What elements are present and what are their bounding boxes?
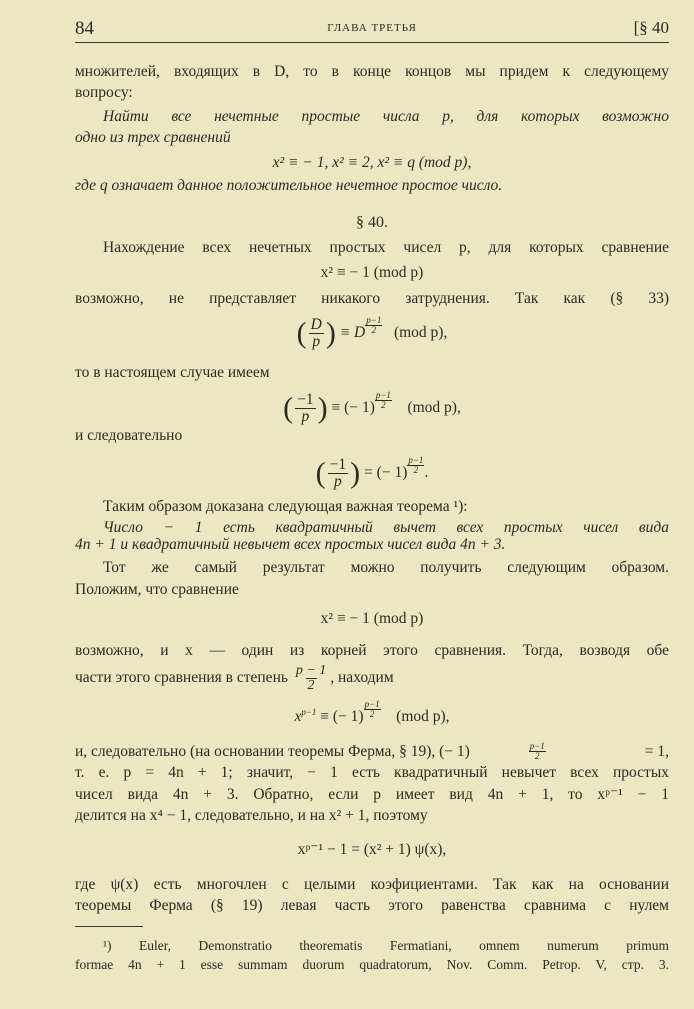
text-line: Таким образом доказана следующая важная теорема ¹): xyxy=(103,498,468,515)
exp-num: p−1 xyxy=(364,699,380,709)
header-rule xyxy=(75,42,669,43)
exp-num: p−1 xyxy=(408,455,424,465)
exp-den: 2 xyxy=(535,751,540,761)
exp-num: p−1 xyxy=(375,390,391,400)
period: . xyxy=(424,464,429,481)
denominator: 2 xyxy=(307,678,315,693)
numerator: −1 xyxy=(329,456,347,474)
text-line: делится на x⁴ − 1, следовательно, и на x² + 1, поэтому xyxy=(75,807,428,824)
footnote-rule xyxy=(75,926,143,927)
text-line: т. е. p = 4n + 1; значит, − 1 есть квадратичный невычет всех простых xyxy=(75,764,669,781)
theorem-line: Найти все нечетные простые числа p, для которых возможно xyxy=(103,108,669,125)
section-ref: [§ 40 xyxy=(633,18,669,37)
text-line: и следовательно xyxy=(75,427,183,444)
formula: x² ≡ − 1 (mod p) xyxy=(320,610,424,627)
theorem-line: 4n + 1 и квадратичный невычет всех простых чисел вида 4n + 3. xyxy=(75,536,506,553)
numerator: p − 1 xyxy=(295,663,327,678)
formula-legendre-d: ( $\frac{D}{p}$ ) ≡ D $\frac{p-1}{2}$ (mod p), xyxy=(296,315,448,350)
text-line: Тот же самый результат можно получить следующим образом. xyxy=(103,559,669,576)
text-line: вопросу: xyxy=(75,84,133,101)
rhs: = (− 1) xyxy=(364,464,408,481)
denominator: p xyxy=(301,407,310,425)
denominator: p xyxy=(334,472,342,490)
rhs: ≡ D xyxy=(339,324,366,341)
text-line xyxy=(75,742,669,762)
text: части этого сравнения в степень xyxy=(75,669,288,687)
text: = 1, xyxy=(644,743,669,760)
lhs: x xyxy=(294,708,302,725)
exp-den: 2 xyxy=(413,465,419,475)
footnote-line: ¹) Euler, Demonstratio theorematis Fermatiani, omnem numerum primum xyxy=(103,938,669,953)
text-line: множителей, входящих в D, то в конце концов мы придем к следующему xyxy=(75,63,669,80)
rhs: ≡ (− 1) xyxy=(320,708,364,725)
numerator: D xyxy=(310,316,322,334)
text-line: то в настоящем случае имеем xyxy=(75,364,270,381)
formula-power xyxy=(75,700,669,726)
denominator: p xyxy=(312,332,321,350)
footnote-line: formae 4n + 1 esse summam duorum quadratorum, Nov. Comm. Petrop. V, стр. 3. xyxy=(75,957,669,972)
theorem-line: Число − 1 есть квадратичный вычет всех простых чисел вида xyxy=(103,519,669,536)
text-line: чисел вида 4n + 3. Обратно, если p имеет вид 4n + 1, то xᵖ⁻¹ − 1 xyxy=(75,786,669,803)
text-line: Нахождение всех нечетных простых чисел p, для которых сравнение xyxy=(103,239,669,256)
text: , находим xyxy=(330,669,394,687)
chapter-title: ГЛАВА ТРЕТЬЯ xyxy=(327,22,417,34)
exp-den: 2 xyxy=(369,709,375,719)
text-line xyxy=(75,664,669,694)
mod: (mod p), xyxy=(393,324,448,341)
text-line: теоремы Ферма (§ 19) левая часть этого равенства сравнима с нулем xyxy=(75,897,669,914)
rhs: ≡ (− 1) xyxy=(331,399,375,416)
formula-legendre-minus1: ( $\frac{-1}{p}$ ) ≡ (− 1) $\frac{p-1}{2}$ (mod p), xyxy=(283,390,461,425)
formula: x² ≡ − 1 (mod p) xyxy=(320,264,424,281)
formula: xᵖ⁻¹ − 1 = (x² + 1) ψ(x), xyxy=(297,841,447,858)
exp: p−1 xyxy=(301,706,317,717)
exp-num: p−1 xyxy=(529,741,545,751)
numerator: −1 xyxy=(297,391,314,409)
exp-num: p−1 xyxy=(366,315,382,325)
formula: x² ≡ − 1, x² ≡ 2, x² ≡ q (mod p), xyxy=(272,154,472,171)
mod: (mod p), xyxy=(396,708,450,725)
text-line: где ψ(x) есть многочлен с целыми коэфициентами. Так как на основании xyxy=(75,876,669,893)
exp-den: 2 xyxy=(371,325,377,335)
mod: (mod p), xyxy=(407,399,461,416)
theorem-line: одно из трех сравнений xyxy=(75,129,231,146)
text: и, следовательно (на основании теоремы Ферма, § 19), (− 1) xyxy=(75,743,470,760)
text-line: где q означает данное положительное нечетное простое число. xyxy=(75,177,503,194)
formula-legendre-result: ( $\frac{-1}{p}$ ) = (− 1) $\frac{p-1}{2}$ . xyxy=(315,455,429,490)
page-number: 84 xyxy=(75,18,94,39)
exp-den: 2 xyxy=(381,400,386,410)
section-title: § 40. xyxy=(356,214,388,231)
text-line: Положим, что сравнение xyxy=(75,581,239,598)
text-line: возможно, не представляет никакого затруднения. Так как (§ 33) xyxy=(75,290,669,307)
text-line: возможно, и x — один из корней этого сравнения. Тогда, возводя обе xyxy=(75,642,669,659)
